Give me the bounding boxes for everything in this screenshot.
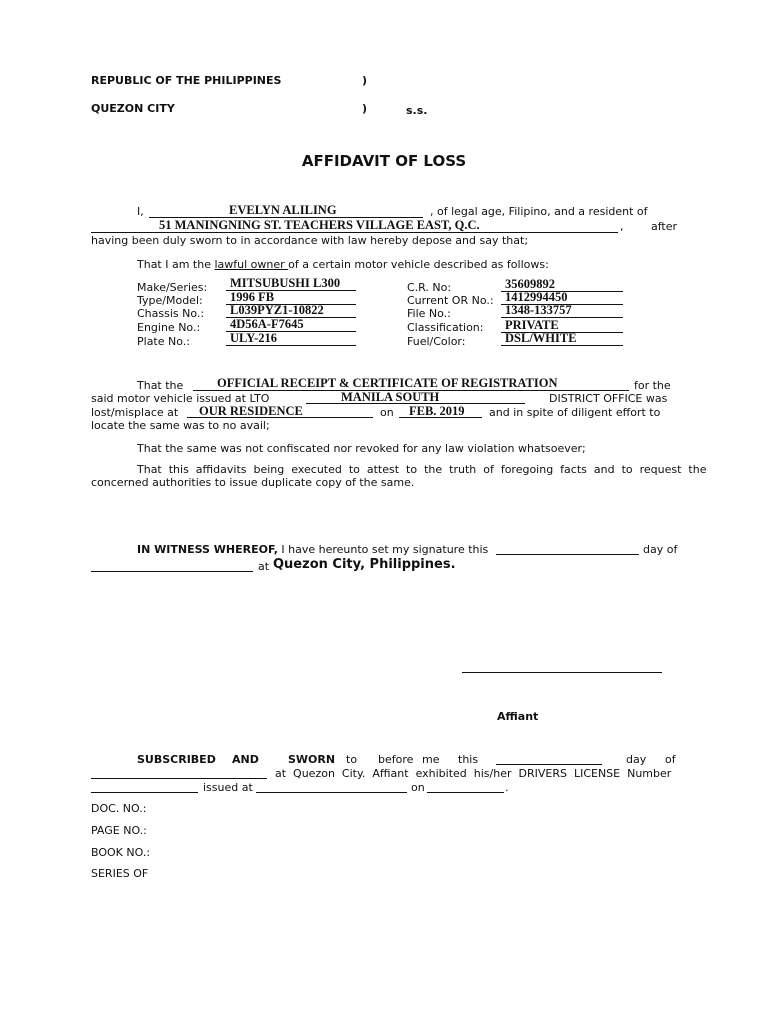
lawful-owner-text: lawful owner	[214, 258, 289, 271]
para-executed-1: That this affidavits being executed to attest to the truth of foregoing facts and to request the	[137, 463, 707, 476]
intro-after-name: , of legal age, Filipino, and a resident of	[430, 205, 648, 218]
para-executed-2: concerned authorities to issue duplicate copy of the same.	[91, 476, 415, 489]
address-comma: ,	[620, 220, 624, 233]
to-word: to	[346, 753, 358, 766]
license-number-blank[interactable]	[91, 780, 198, 793]
affiant-signature-line[interactable]	[462, 660, 662, 673]
plate-label: Plate No.:	[137, 335, 190, 348]
before-word: before	[378, 753, 414, 766]
series-of-label: SERIES OF	[91, 867, 149, 880]
issued-at-text: issued at	[203, 781, 253, 794]
loss-for-the: for the	[634, 379, 671, 392]
or-no-value: 1412994450	[501, 292, 623, 305]
issued-period: .	[505, 781, 509, 794]
place-field	[187, 405, 373, 418]
loss-district-office: DISTRICT OFFICE was	[549, 392, 668, 405]
engine-label: Engine No.:	[137, 321, 201, 334]
signature-month-blank[interactable]	[91, 559, 253, 572]
file-no-value: 1348-133757	[501, 305, 623, 318]
lost-document: OFFICIAL RECEIPT & CERTIFICATE OF REGISTRATION	[217, 376, 558, 390]
sworn-day-blank[interactable]	[496, 752, 602, 765]
affiant-label: Affiant	[497, 710, 539, 723]
this-word: this	[458, 753, 479, 766]
issued-on-blank[interactable]	[427, 780, 504, 793]
owner-statement: That I am the lawful owner of a certain motor vehicle described as follows:	[137, 258, 549, 271]
type-model-value: 1996 FB	[226, 292, 356, 305]
header-city: QUEZON CITY	[91, 102, 175, 115]
doc-no-label: DOC. NO.:	[91, 802, 147, 815]
classification-label: Classification:	[407, 321, 484, 334]
name-field	[149, 204, 423, 218]
affiant-address: 51 MANINGNING ST. TEACHERS VILLAGE EAST, Q.C.	[159, 218, 480, 232]
loss-that-the: That the	[137, 379, 184, 392]
book-no-label: BOOK NO.:	[91, 846, 151, 859]
chassis-value: L039PYZ1-10822	[226, 305, 356, 318]
me-word: me	[422, 753, 440, 766]
or-no-label: Current OR No.:	[407, 294, 494, 307]
day-word: day	[626, 753, 647, 766]
intro-line3: having been duly sworn to in accordance with law hereby depose and say that;	[91, 234, 529, 247]
fuel-color-label: Fuel/Color:	[407, 335, 466, 348]
intro-after: after	[651, 220, 678, 233]
address-field	[91, 219, 618, 233]
type-model-label: Type/Model:	[137, 294, 203, 307]
loss-lost: lost/misplace at	[91, 406, 179, 419]
engine-value: 4D56A-F7645	[226, 319, 356, 332]
of-word: of	[665, 753, 676, 766]
file-no-label: File No.:	[407, 307, 451, 320]
plate-value: ULY-216	[226, 333, 356, 346]
district-field	[306, 391, 525, 404]
issued-on-text: on	[411, 781, 425, 794]
sworn-word: SWORN	[288, 753, 336, 766]
header-paren-1: )	[362, 74, 368, 87]
witness-place: Quezon City, Philippines.	[273, 557, 456, 572]
witness-at: at	[258, 560, 270, 573]
signature-day-blank[interactable]	[496, 542, 639, 555]
intro-prefix: I,	[137, 205, 144, 218]
chassis-label: Chassis No.:	[137, 307, 205, 320]
and-word: AND	[232, 753, 259, 766]
classification-value: PRIVATE	[501, 320, 623, 333]
loss-date: FEB. 2019	[409, 404, 465, 418]
document-field	[193, 377, 629, 391]
header-republic: REPUBLIC OF THE PHILIPPINES	[91, 74, 282, 87]
witness-day-of: day of	[643, 543, 678, 556]
header-ss: s.s.	[406, 104, 428, 117]
affiant-name: EVELYN ALILING	[229, 203, 337, 217]
lto-district: MANILA SOUTH	[341, 390, 440, 404]
cr-no-label: C.R. No:	[407, 281, 452, 294]
cr-no-value: 35609892	[501, 279, 623, 292]
issued-at-blank[interactable]	[256, 780, 407, 793]
subscribed-line-2: at Quezon City. Affiant exhibited his/her DRIVERS LICENSE Number	[275, 767, 672, 780]
subscribed-word: SUBSCRIBED	[137, 753, 216, 766]
witness-statement: IN WITNESS WHEREOF, I have hereunto set my signature this	[137, 543, 489, 556]
header-paren-2: )	[362, 102, 368, 115]
page-no-label: PAGE NO.:	[91, 824, 147, 837]
sworn-month-blank[interactable]	[91, 766, 267, 779]
make-series-value: MITSUBUSHI L300	[226, 278, 356, 291]
loss-spite: and in spite of diligent effort to	[489, 406, 661, 419]
make-series-label: Make/Series:	[137, 281, 208, 294]
document-title: AFFIDAVIT OF LOSS	[301, 152, 467, 170]
loss-said: said motor vehicle issued at LTO	[91, 392, 270, 405]
date-field	[399, 405, 482, 418]
para-not-confiscated: That the same was not confiscated nor revoked for any law violation whatsoever;	[137, 442, 586, 455]
loss-on: on	[380, 406, 394, 419]
loss-place: OUR RESIDENCE	[199, 404, 303, 418]
loss-locate: locate the same was to no avail;	[91, 419, 270, 432]
fuel-color-value: DSL/WHITE	[501, 333, 623, 346]
